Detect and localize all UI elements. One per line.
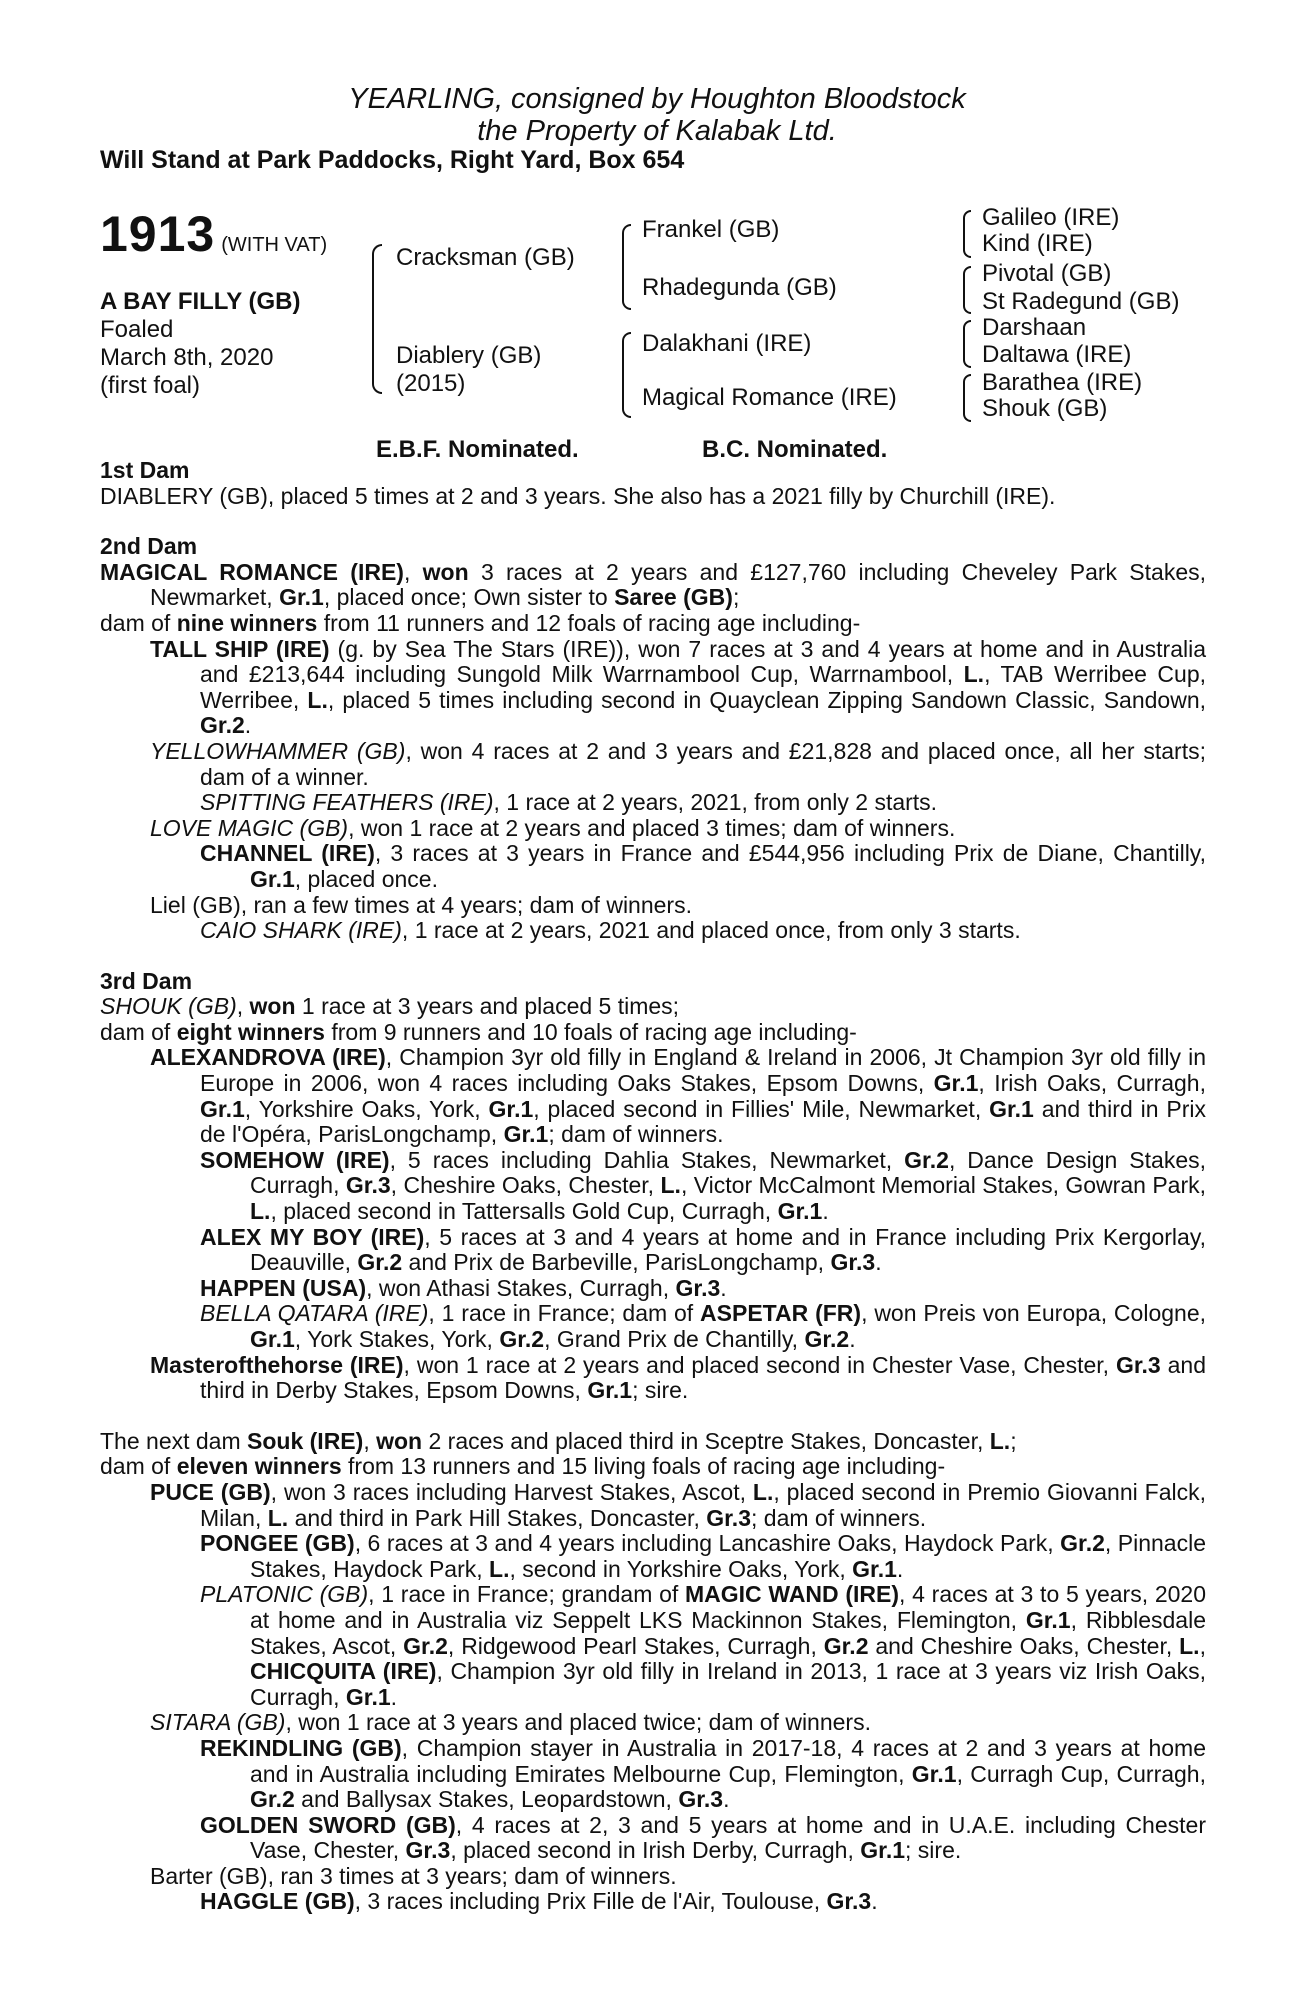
second-dam-produce-summary: dam of nine winners from 11 runners and 12 foals of racing age including- [100,609,861,636]
lot-number: 1913 [100,206,216,262]
dam-year: (2015) [396,370,466,397]
produce-alexandrova: ALEXANDROVA (IRE), Champion 3yr old filly in England & Ireland in 2006, Jt Champion 3yr old filly in Europe in 2006, won 4 races including Oaks Stakes, Epsom Downs, Gr.1, Irish Oaks, Curragh, Gr.1, Yorkshire Oaks, York, Gr.1, placed second in Fillies' Mile, Newmarket, Gr.1 and third in Prix de l'Opéra, ParisLongchamp, Gr.1; dam of winners. [150,1044,1206,1148]
pedigree-brace-main [372,244,382,394]
ancestor-6: Daltawa (IRE) [982,341,1132,368]
vat-note: (WITH VAT) [221,234,328,256]
pedigree-brace-g4 [963,374,971,422]
dam-dam-name: Magical Romance (IRE) [642,384,897,411]
produce-bella-qatara: BELLA QATARA (IRE), 1 race in France; dam of ASPETAR (FR), won Preis von Europa, Cologne, Gr.1, York Stakes, York, Gr.2, Grand Prix de Chantilly, Gr.2. [200,1300,1206,1352]
produce-yellowhammer: YELLOWHAMMER (GB), won 4 races at 2 and 3 years and £21,828 and placed once, all her starts; dam of a winner. [150,737,1206,790]
produce-liel: Liel (GB), ran a few times at 4 years; dam of winners. [150,891,692,918]
stand-location: Will Stand at Park Paddocks, Right Yard, Box 654 [100,146,685,174]
produce-caio-shark: CAIO SHARK (IRE), 1 race at 2 years, 2021 and placed once, from only 3 starts. [200,917,1021,944]
ancestor-8: Shouk (GB) [982,395,1108,422]
produce-tall-ship: TALL SHIP (IRE) (g. by Sea The Stars (IRE)), won 7 races at 3 and 4 years at home and in Australia and £213,644 including Sungold Milk Warrnambool Cup, Warrnambool, L., TAB Werribee Cup, Werribee, L., placed 5 times including second in Quayclean Zipping Sandown Classic, Sandown, Gr.2. [150,635,1207,739]
lot-heading [100,205,327,263]
produce-barter: Barter (GB), ran 3 times at 3 years; dam of winners. [150,1862,677,1889]
pedigree-brace-g1 [963,210,971,258]
produce-masterofthehorse: Masterofthehorse (IRE), won 1 race at 2 years and placed second in Chester Vase, Chester, Gr.3 and third in Derby Stakes, Epsom Downs, Gr.1; sire. [150,1351,1206,1404]
produce-channel: CHANNEL (IRE), 3 races at 3 years in France and £544,956 including Prix de Diane, Chantilly, Gr.1, placed once. [200,840,1206,892]
produce-somehow: SOMEHOW (IRE), 5 races including Dahlia Stakes, Newmarket, Gr.2, Dance Design Stakes, Curragh, Gr.3, Cheshire Oaks, Chester, L., Victor McCalmont Memorial Stakes, Gowran Park, L., placed second in Tattersalls Gold Cup, Curragh, Gr.1. [200,1146,1207,1225]
next-dam-record: The next dam Souk (IRE), won 2 races and placed third in Sceptre Stakes, Doncaster, L.; [100,1427,1017,1454]
produce-rekindling: REKINDLING (GB), Champion stayer in Australia in 2017-18, 4 races at 2 and 3 years at home and in Australia including Emirates Melbourne Cup, Flemington, Gr.1, Curragh Cup, Curragh, Gr.2 and Ballysax Stakes, Leopardstown, Gr.3. [200,1734,1206,1813]
ebf-nomination: E.B.F. Nominated. [376,436,579,463]
bc-nomination: B.C. Nominated. [702,436,888,463]
ancestor-4: St Radegund (GB) [982,288,1180,315]
produce-golden-sword: GOLDEN SWORD (GB), 4 races at 2, 3 and 5 years at home and in U.A.E. including Chester Vase, Chester, Gr.3, placed second in Irish Derby, Curragh, Gr.1; sire. [200,1811,1206,1864]
foaled-label: Foaled [100,316,174,343]
pedigree-brace-sire [622,224,631,310]
produce-happen: HAPPEN (USA), won Athasi Stakes, Curragh, Gr.3. [200,1274,727,1301]
dam-name: Diablery (GB) [396,342,542,369]
pedigree-brace-g3 [963,320,971,368]
sire-name: Cracksman (GB) [396,244,575,271]
sire-dam-name: Rhadegunda (GB) [642,274,837,301]
third-dam-record: SHOUK (GB), won 1 race at 3 years and placed 5 times; [100,993,680,1020]
produce-love-magic: LOVE MAGIC (GB), won 1 race at 2 years and placed 3 times; dam of winners. [150,814,956,841]
sire-sire-name: Frankel (GB) [642,216,780,243]
produce-record [100,458,1206,1915]
next-dam-produce-summary: dam of eleven winners from 13 runners and 15 living foals of racing age including- [100,1453,946,1480]
dam-sire-name: Dalakhani (IRE) [642,330,812,357]
produce-sitara: SITARA (GB), won 1 race at 3 years and placed twice; dam of winners. [150,1709,871,1736]
foal-note: (first foal) [100,372,201,399]
produce-haggle: HAGGLE (GB), 3 races including Prix Fille de l'Air, Toulouse, Gr.3. [200,1888,878,1915]
property-line: the Property of Kalabak Ltd. [477,115,837,147]
produce-spitting-feathers: SPITTING FEATHERS (IRE), 1 race at 2 years, 2021, from only 2 starts. [200,789,938,816]
ancestor-2: Kind (IRE) [982,230,1093,257]
consignor-line: YEARLING, consigned by Houghton Bloodstock [348,83,966,115]
first-dam-text: DIABLERY (GB), placed 5 times at 2 and 3 years. She also has a 2021 filly by Churchill (IRE). [100,482,1056,509]
first-dam-heading: 1st Dam [100,457,190,483]
produce-puce: PUCE (GB), won 3 races including Harvest Stakes, Ascot, L., placed second in Premio Giovanni Falck, Milan, L. and third in Park Hill Stakes, Doncaster, Gr.3; dam of winners. [150,1478,1206,1531]
third-dam-produce-summary: dam of eight winners from 9 runners and 10 foals of racing age including- [100,1018,857,1045]
ancestor-1: Galileo (IRE) [982,204,1120,231]
produce-platonic: PLATONIC (GB), 1 race in France; grandam of MAGIC WAND (IRE), 4 races at 3 to 5 years, 2020 at home and in Australia viz Seppelt LKS Mackinnon Stakes, Flemington, Gr.1, Ribblesdale Stakes, Ascot, Gr.2, Ridgewood Pearl Stakes, Curragh, Gr.2 and Cheshire Oaks, Chester, L., CHICQUITA (IRE), Champion 3yr old filly in Ireland in 2013, 1 race at 3 years viz Irish Oaks, Curragh, Gr.1. [200,1581,1207,1710]
pedigree-brace-dam [622,332,631,418]
third-dam-heading: 3rd Dam [100,967,193,994]
produce-alex-my-boy: ALEX MY BOY (IRE), 5 races at 3 and 4 years at home and in France including Prix Kergorlay, Deauville, Gr.2 and Prix de Barbeville, ParisLongchamp, Gr.3. [200,1223,1206,1276]
lot-title: A BAY FILLY (GB) [100,288,301,315]
ancestor-3: Pivotal (GB) [982,260,1112,287]
ancestor-5: Darshaan [982,314,1087,341]
pedigree-brace-g2 [963,266,971,314]
second-dam-record: MAGICAL ROMANCE (IRE), won 3 races at 2 years and £127,760 including Cheveley Park Stakes, Newmarket, Gr.1, placed once; Own sister to Saree (GB); [100,558,1207,611]
foaled-date: March 8th, 2020 [100,344,274,371]
second-dam-heading: 2nd Dam [100,533,198,560]
ancestor-7: Barathea (IRE) [982,369,1143,396]
produce-pongee: PONGEE (GB), 6 races at 3 and 4 years including Lancashire Oaks, Haydock Park, Gr.2, Pinnacle Stakes, Haydock Park, L., second in Yorkshire Oaks, York, Gr.1. [200,1530,1206,1582]
